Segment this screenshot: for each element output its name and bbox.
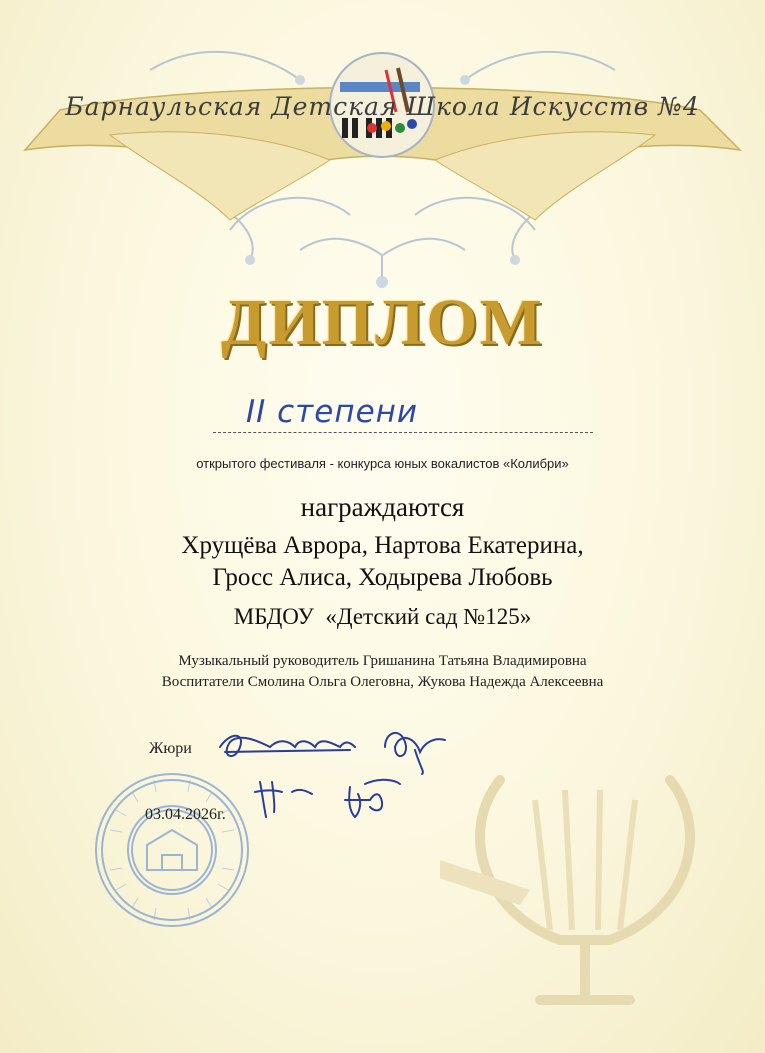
handwritten-signatures bbox=[200, 712, 480, 842]
teachers: Воспитатели Смолина Ольга Олеговна, Жукова Надежда Алексеевна bbox=[161, 674, 604, 690]
header-ornament bbox=[0, 0, 765, 300]
music-leader: Музыкальный руководитель Гришанина Татьяна Владимировна bbox=[178, 653, 587, 669]
festival-name: открытого фестиваля - конкурса юных вокалистов «Колибри» bbox=[196, 456, 569, 471]
recipients-line-2: Гросс Алиса, Ходырева Любовь bbox=[212, 564, 553, 591]
degree-handwritten: II степени bbox=[246, 394, 419, 430]
diploma-title: ДИПЛОМ bbox=[221, 286, 544, 359]
awarded-heading: награждаются bbox=[300, 492, 465, 522]
degree-dashed-line bbox=[213, 432, 593, 433]
recipients-line-1: Хрущёва Аврора, Нартова Екатерина, bbox=[181, 532, 584, 559]
school-name: Барнаульская Детская Школа Искусств №4 bbox=[65, 92, 700, 121]
organization-name: МБДОУ «Детский сад №125» bbox=[233, 604, 532, 629]
lyre-watermark bbox=[440, 740, 730, 1020]
jury-label: Жюри bbox=[149, 740, 192, 757]
issue-date: 03.04.2026г. bbox=[145, 806, 226, 823]
